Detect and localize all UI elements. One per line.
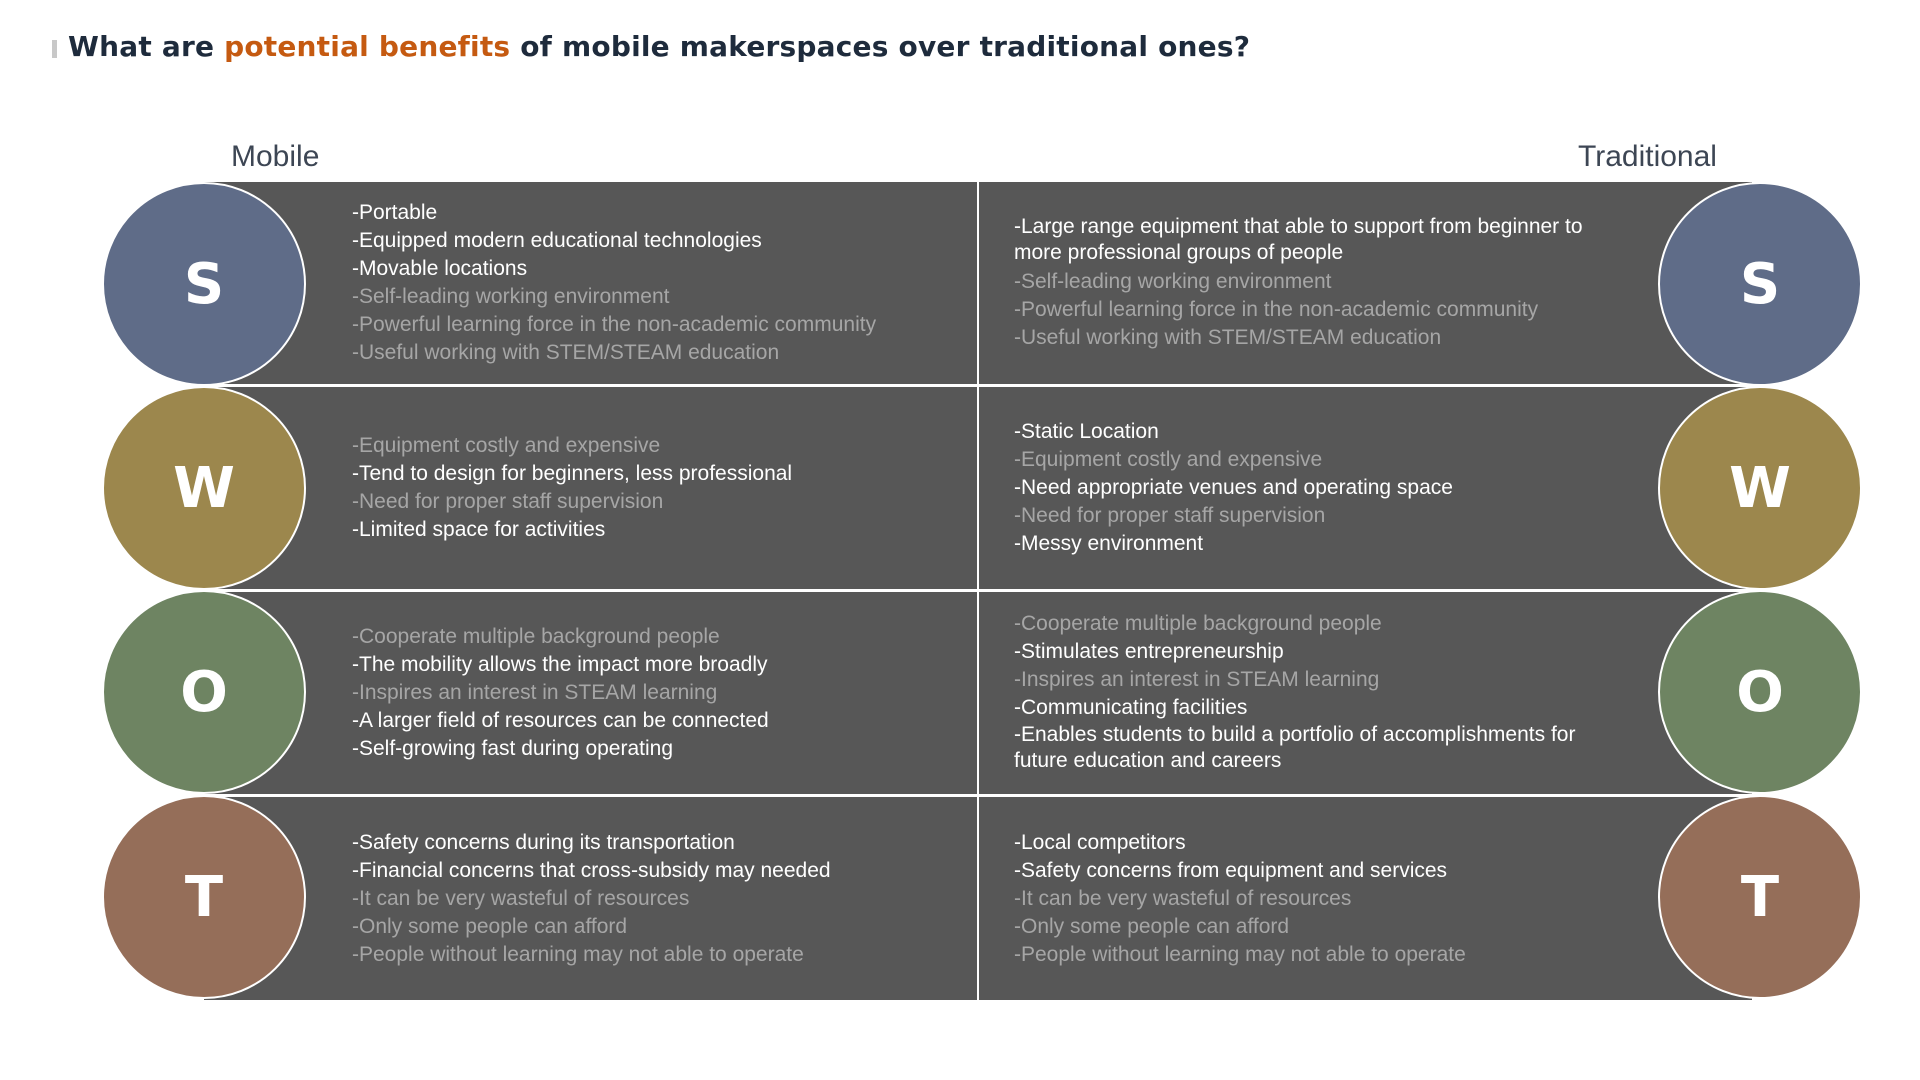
list-item: -Safety concerns from equipment and services <box>1014 858 1448 882</box>
list-item: -Cooperate multiple background people <box>1014 612 1382 635</box>
list-item: -Only some people can afford <box>352 914 628 938</box>
traditional-strengths-cell <box>979 182 1752 384</box>
list-item: -Equipment costly and expensive <box>352 434 661 457</box>
list-item: -People without learning may not able to operate <box>1014 942 1466 966</box>
list-item: -Safety concerns during its transportation <box>352 830 735 854</box>
list-item: -Limited space for activities <box>352 518 606 541</box>
traditional-threats-circle: T <box>1658 795 1862 999</box>
list-item: -Useful working with STEM/STEAM education <box>1014 326 1442 349</box>
list-item: -Need for proper staff supervision <box>352 490 664 513</box>
mobile-threats-circle: T <box>102 795 306 999</box>
list-item: -Portable <box>352 201 438 224</box>
list-item: -It can be very wasteful of resources <box>1014 886 1352 910</box>
list-item: -Equipped modern educational technologies <box>352 229 762 252</box>
list-item: -Self-leading working environment <box>352 285 670 308</box>
list-item: -Communicating facilities <box>1014 696 1248 719</box>
traditional-weaknesses-cell <box>979 387 1752 589</box>
mobile-weaknesses-cell <box>204 387 977 589</box>
mobile-strengths-circle: S <box>102 182 306 386</box>
list-item: -People without learning may not able to operate <box>352 942 804 966</box>
traditional-opportunities-circle: O <box>1658 590 1862 794</box>
list-item: -Self-growing fast during operating <box>352 737 674 760</box>
mobile-opportunities-cell <box>204 592 977 794</box>
list-item: -Inspires an interest in STEAM learning <box>352 681 718 704</box>
page-title: What are potential benefits of mobile makerspaces over traditional ones? <box>68 30 1251 63</box>
list-item: -Need for proper staff supervision <box>1014 504 1326 527</box>
list-item: -Powerful learning force in the non-academic community <box>352 313 877 336</box>
list-item: -Self-leading working environment <box>1014 270 1332 293</box>
list-item: -Powerful learning force in the non-academic community <box>1014 298 1539 321</box>
traditional-column-label: Traditional <box>1578 140 1717 173</box>
list-item: -Useful working with STEM/STEAM education <box>352 341 780 364</box>
mobile-weaknesses-circle: W <box>102 386 306 590</box>
list-item: -Static Location <box>1014 420 1159 443</box>
list-item: -Only some people can afford <box>1014 914 1290 938</box>
traditional-threats-cell <box>979 797 1752 1000</box>
traditional-strengths-circle: S <box>1658 182 1862 386</box>
list-item: -It can be very wasteful of resources <box>352 886 690 910</box>
mobile-strengths-cell <box>204 182 977 384</box>
mobile-opportunities-circle: O <box>102 590 306 794</box>
mobile-column-label: Mobile <box>231 140 320 173</box>
traditional-opportunities-cell <box>979 592 1752 794</box>
list-item: -Enables students to build a portfolio of accomplishments for future education and careers <box>1014 723 1576 772</box>
title-highlight: potential benefits <box>224 30 511 63</box>
list-item: -Large range equipment that able to support from beginner to more professional groups of people <box>1014 215 1583 264</box>
list-item: -Stimulates entrepreneurship <box>1014 640 1284 663</box>
list-item: -Equipment costly and expensive <box>1014 448 1323 471</box>
list-item: -Inspires an interest in STEAM learning <box>1014 668 1380 691</box>
list-item: -Messy environment <box>1014 532 1204 555</box>
title-accent-bar <box>52 40 57 58</box>
swot-comparison-grid <box>204 182 1752 1000</box>
list-item: -Need appropriate venues and operating space <box>1014 476 1453 499</box>
list-item: -The mobility allows the impact more broadly <box>352 653 768 676</box>
list-item: -Local competitors <box>1014 830 1186 854</box>
list-item: -Tend to design for beginners, less professional <box>352 462 793 485</box>
list-item: -Cooperate multiple background people <box>352 625 720 648</box>
traditional-weaknesses-circle: W <box>1658 386 1862 590</box>
list-item: -A larger field of resources can be connected <box>352 709 769 732</box>
list-item: -Financial concerns that cross-subsidy may needed <box>352 858 831 882</box>
list-item: -Movable locations <box>352 257 528 280</box>
mobile-threats-cell <box>204 797 977 1000</box>
